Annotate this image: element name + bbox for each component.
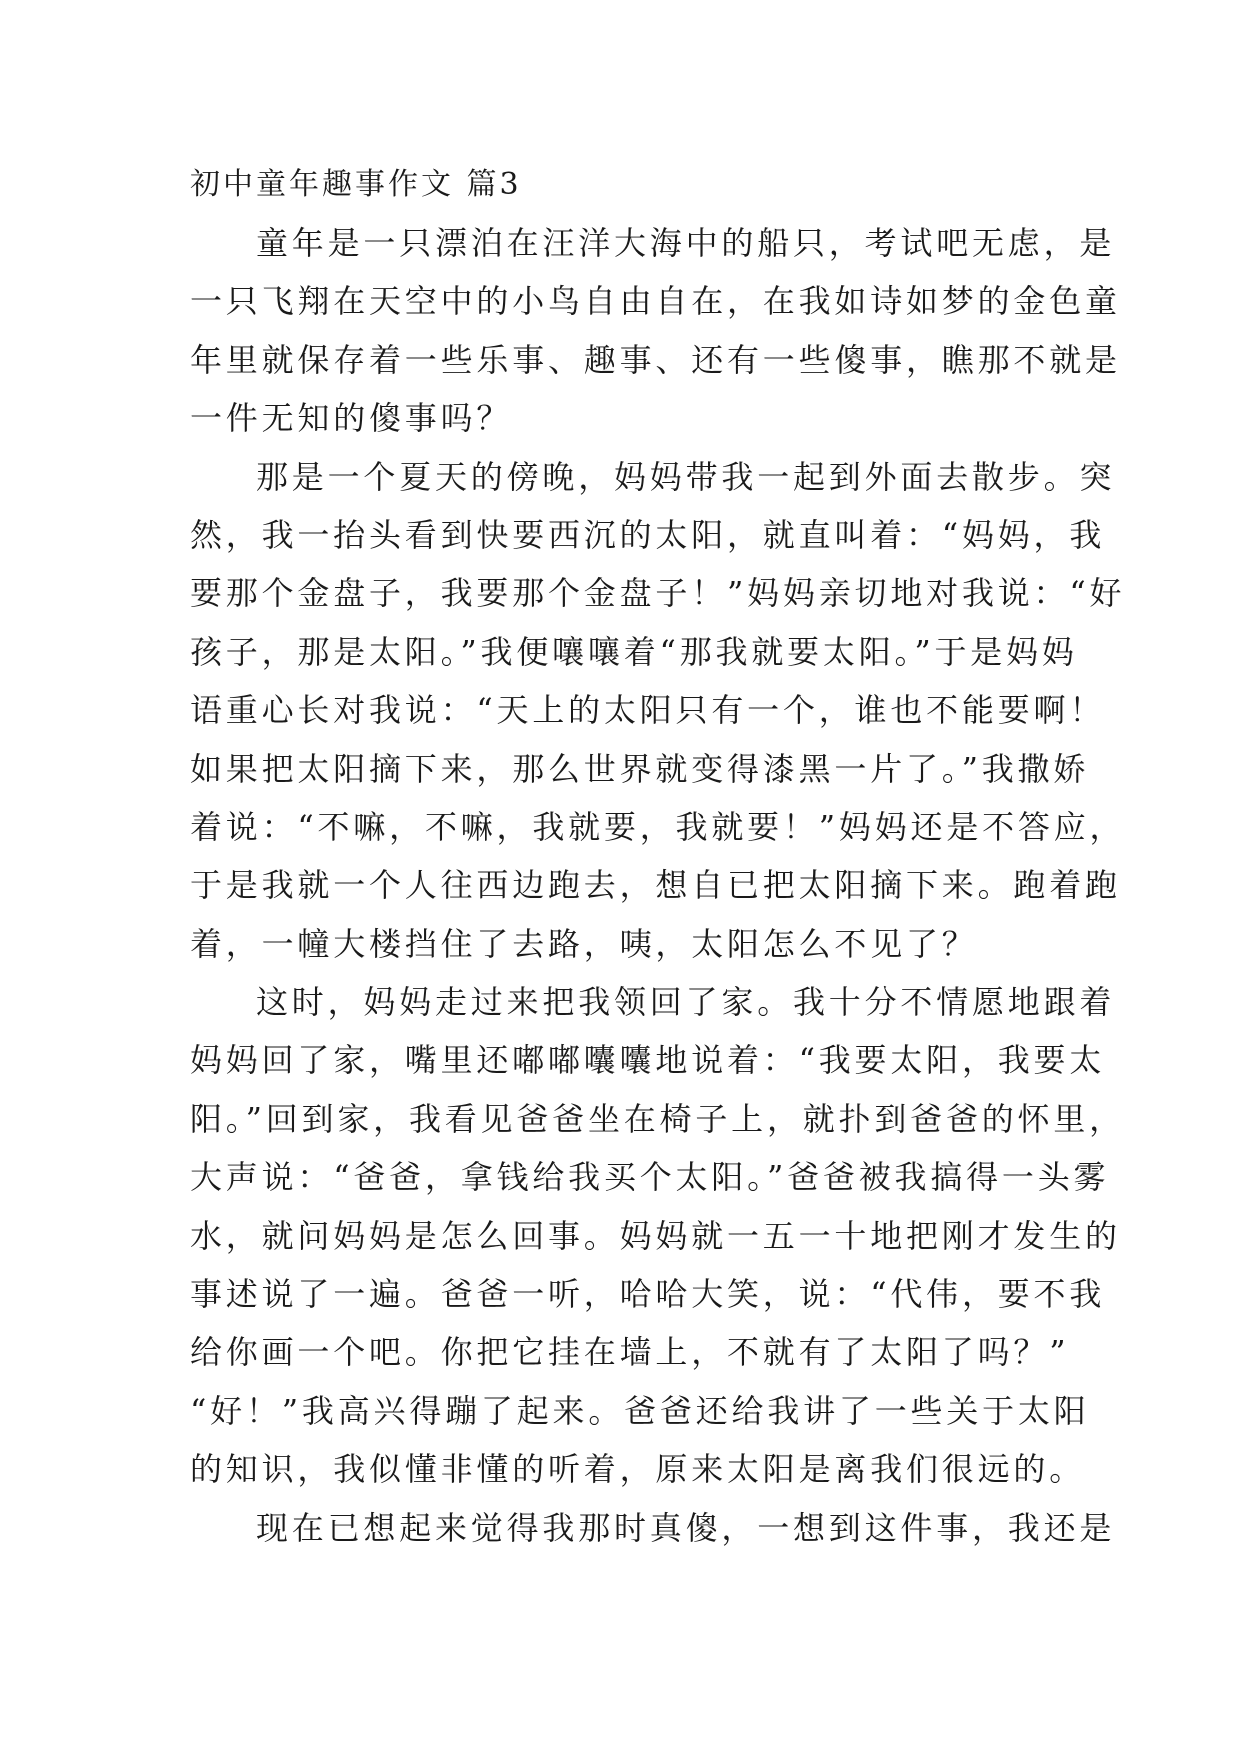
paragraph-line: 大声说：“爸爸，拿钱给我买个太阳。”爸爸被我搞得一头雾: [190, 1158, 1110, 1197]
paragraph-line: 一件无知的傻事吗？: [190, 399, 513, 438]
paragraph-line: 事述说了一遍。爸爸一听，哈哈大笑，说：“代伟，要不我: [190, 1275, 1106, 1314]
paragraph-line: 现在已想起来觉得我那时真傻，一想到这件事，我还是: [256, 1508, 1116, 1547]
paragraph-line: 年里就保存着一些乐事、趣事、还有一些傻事，瞧那不就是: [190, 340, 1121, 379]
paragraph-4: [190, 1499, 1116, 1557]
document-body: [190, 160, 1126, 1557]
paragraph-line: 水，就问妈妈是怎么回事。妈妈就一五一十地把刚才发生的: [190, 1216, 1121, 1255]
paragraph-line: “好！”我高兴得蹦了起来。爸爸还给我讲了一些关于太阳: [190, 1391, 1090, 1430]
paragraph-line: 着，一幢大楼挡住了去路，咦，太阳怎么不见了？: [190, 924, 978, 963]
paragraph-line: 那是一个夏天的傍晚，妈妈带我一起到外面去散步。突: [256, 457, 1116, 496]
paragraph-line: 如果把太阳摘下来，那么世界就变得漆黑一片了。”我撒娇: [190, 749, 1090, 788]
paragraph-line: 着说：“不嘛，不嘛，我就要，我就要！”妈妈还是不答应，: [190, 807, 1126, 846]
document-title: 初中童年趣事作文 篇3: [190, 167, 522, 202]
paragraph-line: 于是我就一个人往西边跑去，想自已把太阳摘下来。跑着跑: [190, 866, 1121, 905]
paragraph-line: 要那个金盘子，我要那个金盘子！”妈妈亲切地对我说：“好: [190, 574, 1126, 613]
paragraph-line: 给你画一个吧。你把它挂在墙上，不就有了太阳了吗？”: [190, 1333, 1070, 1372]
paragraph-2: [190, 448, 1126, 974]
paragraph-line: 妈妈回了家，嘴里还嘟嘟囔囔地说着：“我要太阳，我要太: [190, 1041, 1106, 1080]
paragraph-1: [190, 214, 1121, 448]
paragraph-line: 这时，妈妈走过来把我领回了家。我十分不情愿地跟着: [256, 983, 1116, 1022]
paragraph-line: 的知识，我似懂非懂的听着，原来太阳是离我们很远的。: [190, 1450, 1086, 1489]
paragraph-line: 然，我一抬头看到快要西沉的太阳，就直叫着：“妈妈，我: [190, 515, 1106, 554]
paragraph-line: 一只飞翔在天空中的小鸟自由自在，在我如诗如梦的金色童: [190, 282, 1121, 321]
paragraph-line: 童年是一只漂泊在汪洋大海中的船只，考试吧无虑，是: [256, 224, 1116, 262]
paragraph-line: 孩子，那是太阳。”我便嚷嚷着“那我就要太阳。”于是妈妈: [190, 632, 1078, 671]
paragraph-line: 阳。”回到家，我看见爸爸坐在椅子上，就扑到爸爸的怀里，: [190, 1099, 1125, 1138]
paragraph-line: 语重心长对我说：“天上的太阳只有一个，谁也不能要啊！: [190, 691, 1106, 730]
paragraph-3: [190, 973, 1125, 1499]
